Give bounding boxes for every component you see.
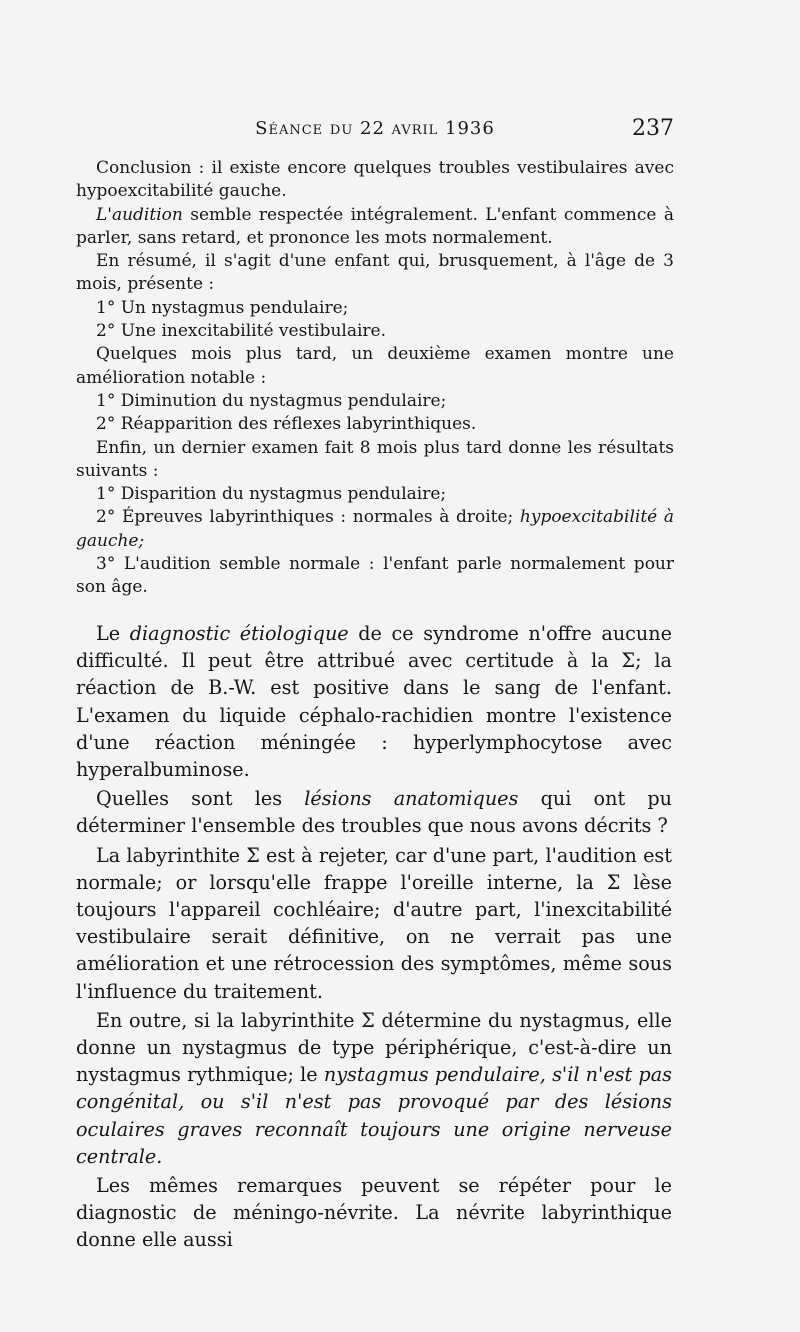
lesions-paragraph bbox=[76, 785, 672, 839]
paragraph-text: qui ont pu déterminer l'ensemble des troubles que nous avons décrits ? bbox=[76, 787, 672, 838]
second-exam-paragraph: Quelques mois plus tard, un deuxième examen montre une amélioration notable : bbox=[76, 344, 674, 388]
last-exam-paragraph: Enfin, un dernier examen fait 8 mois plus tard donne les résultats suivants : bbox=[76, 437, 674, 481]
list-item: 3° L'audition semble normale : l'enfant parle normalement pour son âge. bbox=[76, 554, 674, 598]
list-item: 1° Disparition du nystagmus pendulaire; bbox=[96, 484, 447, 505]
list-item: 1° Diminution du nystagmus pendulaire; bbox=[96, 390, 447, 411]
list-item: 1° Un nystagmus pendulaire; bbox=[96, 297, 349, 318]
audition-paragraph bbox=[76, 204, 674, 251]
list-item bbox=[76, 506, 674, 553]
meningo-nevrite-paragraph: Les mêmes remarques peuvent se répéter pour le diagnostic de méningo-névrite. La névrite labyrinthique donne elle aussi bbox=[76, 1174, 672, 1252]
diagnostic-paragraph bbox=[76, 620, 672, 783]
page-number: 237 bbox=[632, 116, 674, 141]
paragraph-emphasis: diagnostic étiologique bbox=[129, 622, 349, 645]
paragraph-emphasis: nystagmus pendulaire, s'il n'est pas congénital, ou s'il n'est pas provoqué par des lésions oculaires graves reconnaît toujours une origine nerveuse centrale. bbox=[76, 1063, 672, 1168]
resume-paragraph: En résumé, il s'agit d'une enfant qui, brusquement, à l'âge de 3 mois, présente : bbox=[76, 251, 674, 295]
paragraph-text: Le bbox=[96, 622, 130, 645]
nystagmus-paragraph bbox=[76, 1007, 672, 1170]
labyrinthite-paragraph: La labyrinthite Σ est à rejeter, car d'une part, l'audition est normale; or lorsqu'elle frappe l'oreille interne, la Σ lèse toujours l'appareil cochléaire; d'autre part, l'inexcitabilité vestibulaire serait définitive, on ne verrait pas une amélioration et une rétrocession des symptômes, même sous l'influence du traitement. bbox=[76, 843, 672, 1003]
paragraph-text: En outre, si la labyrinthite Σ détermine du nystagmus, elle donne un nystagmus de type périphérique, c'est-à-dire un nystagmus rythmique; le bbox=[76, 1008, 673, 1087]
running-title: Séance du 22 avril 1936 bbox=[255, 118, 495, 139]
conclusion-paragraph: Conclusion : il existe encore quelques troubles vestibulaires avec hypoexcitabilité gauche. bbox=[76, 158, 674, 202]
list-item: 2° Une inexcitabilité vestibulaire. bbox=[96, 321, 386, 342]
list-item-emphasis: hypoexcitabilité à gauche; bbox=[76, 507, 674, 551]
paragraph-text: de ce syndrome n'offre aucune difficulté. Il peut être attribué avec certitude à la Σ; la réaction de B.-W. est positive dans le sang de l'enfant. L'examen du liquide céphalo-rachidien montre l'existence d'une réaction méningée : hyperlymphocytose avec hyperalbuminose. bbox=[76, 622, 672, 782]
paragraph-emphasis: lésions anatomiques bbox=[304, 787, 519, 811]
discussion-block bbox=[76, 620, 672, 1254]
page-header bbox=[76, 112, 674, 146]
list-item: 2° Réapparition des réflexes labyrinthiques. bbox=[96, 414, 477, 435]
paragraph-text: Quelles sont les bbox=[96, 787, 305, 811]
list-item-text: 2° Épreuves labyrinthiques : normales à droite; bbox=[96, 507, 520, 528]
audition-text: semble respectée intégralement. L'enfant commence à parler, sans retard, et prononce les mots normalement. bbox=[76, 204, 674, 248]
audition-emphasis: L'audition bbox=[96, 204, 183, 225]
case-summary-block bbox=[76, 157, 674, 600]
